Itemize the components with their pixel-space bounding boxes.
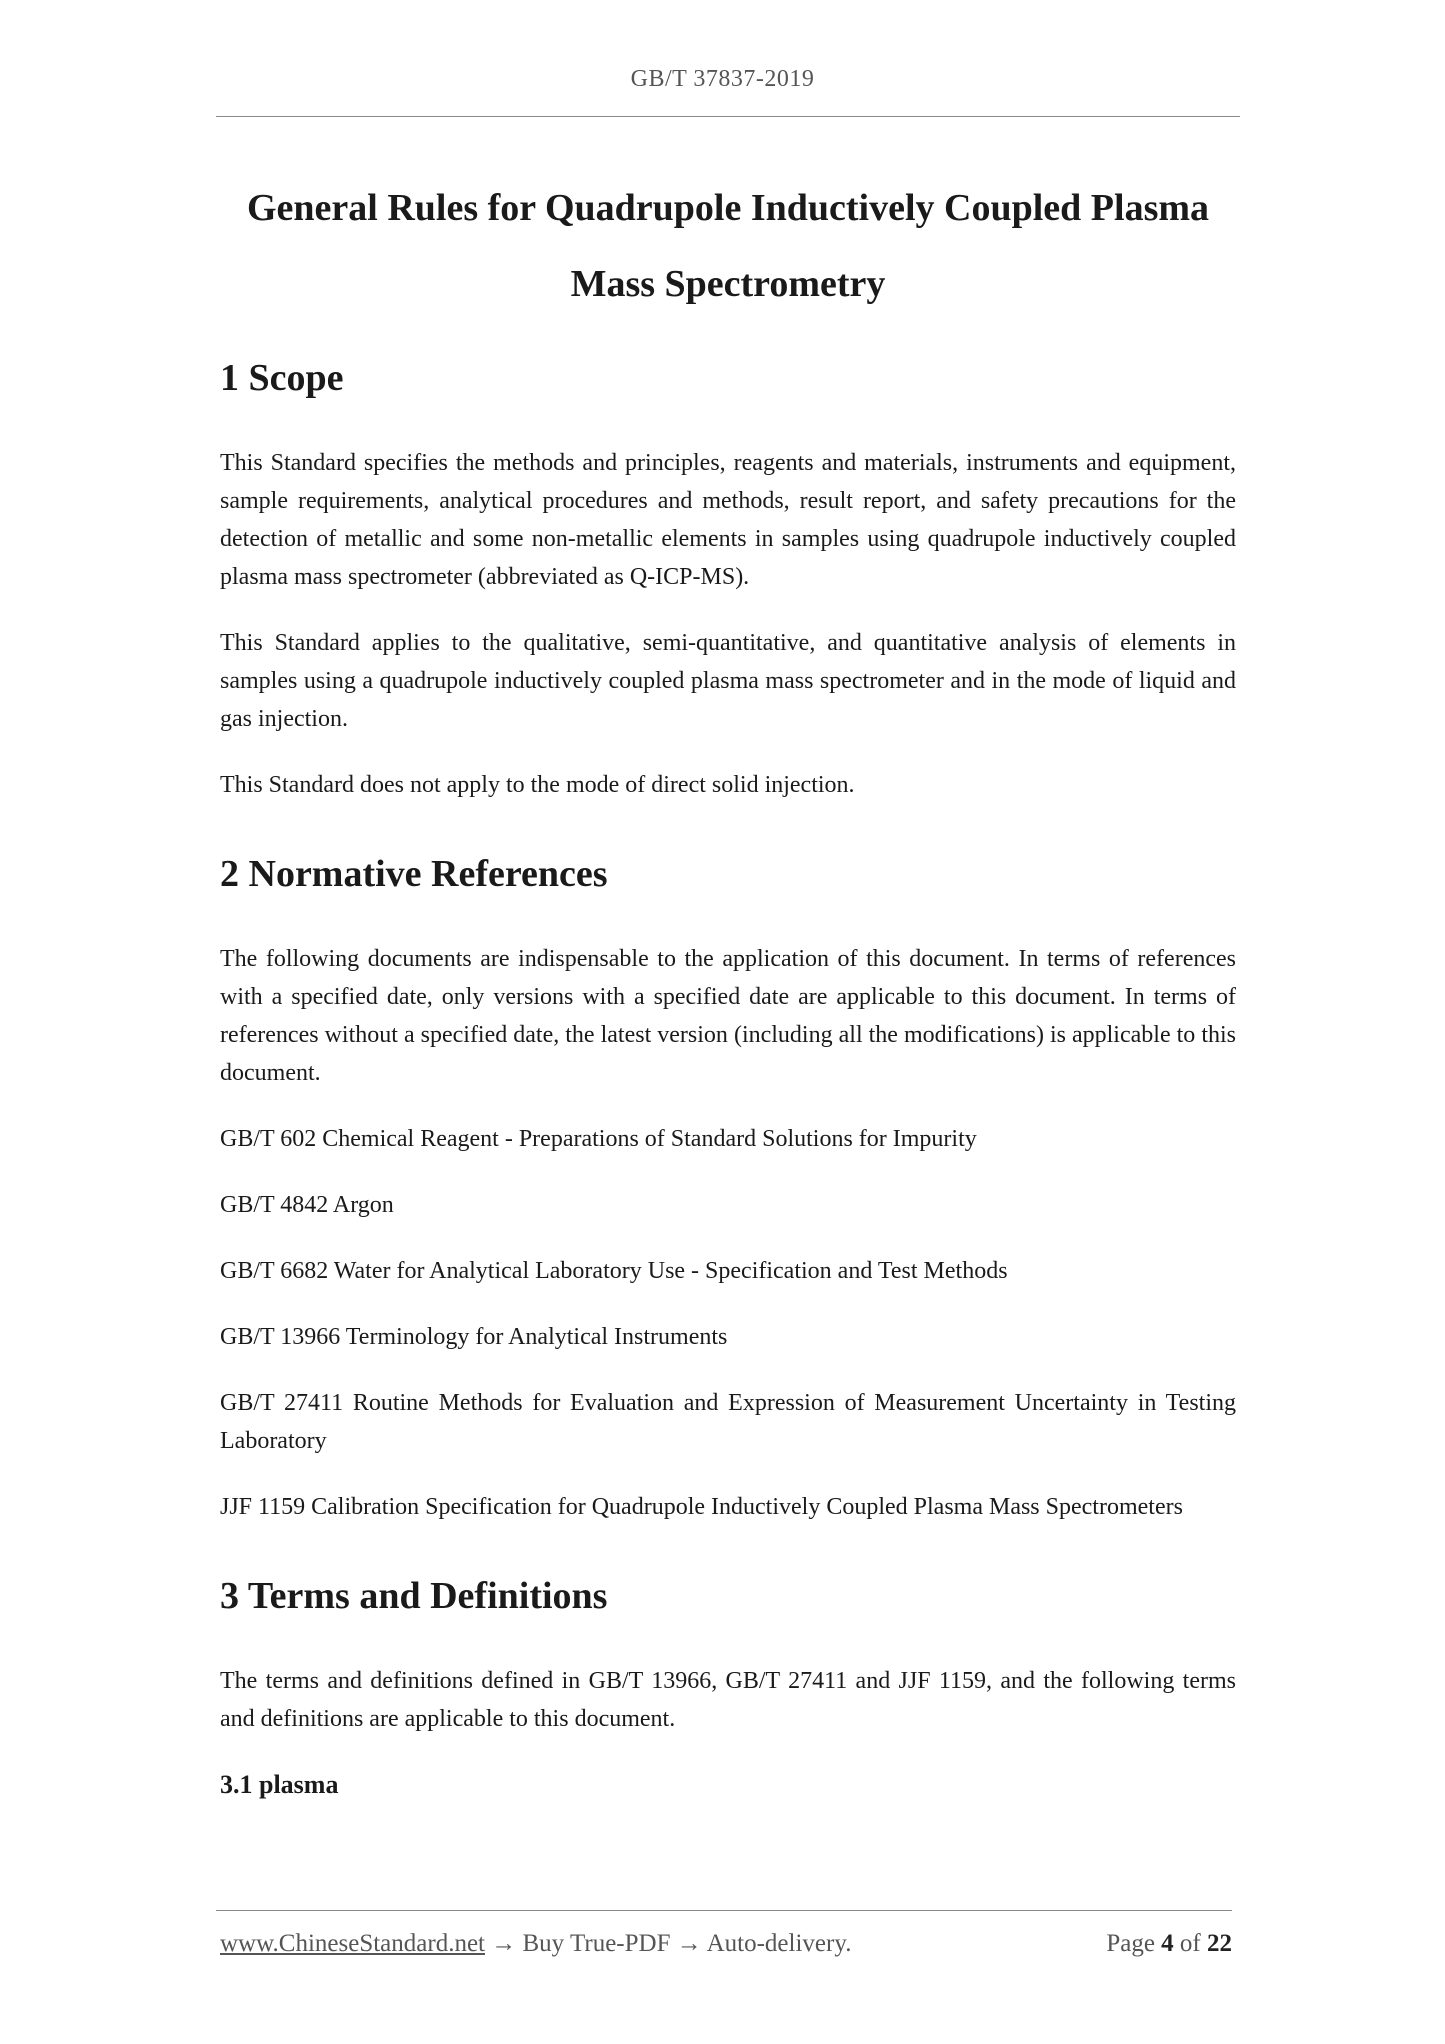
section-heading-terms: 3 Terms and Definitions bbox=[220, 1575, 608, 1617]
section-scope bbox=[220, 352, 1236, 804]
normative-intro-paragraph: The following documents are indispensable to the application of this document. In terms of references with a specified date, only versions with a specified date are applicable to this document. In terms of references without a specified date, the latest version (including all the modifications) is applicable to this document. bbox=[220, 946, 1236, 1086]
title-line-1: General Rules for Quadrupole Inductively Coupled Plasma bbox=[246, 187, 1210, 229]
terms-intro-paragraph: The terms and definitions defined in GB/T 13966, GB/T 27411 and JJF 1159, and the following terms and definitions are applicable to this document. bbox=[220, 1668, 1236, 1732]
reference-item: GB/T 13966 Terminology for Analytical Instruments bbox=[220, 1324, 728, 1350]
header-divider bbox=[216, 116, 1240, 117]
footer-left bbox=[220, 1930, 851, 1958]
title-line-2: Mass Spectrometry bbox=[570, 263, 886, 305]
page-footer bbox=[220, 1930, 1232, 1958]
reference-item: GB/T 27411 Routine Methods for Evaluation and Expression of Measurement Uncertainty in Testing Laboratory bbox=[220, 1390, 1236, 1454]
section-heading-scope: 1 Scope bbox=[220, 357, 344, 399]
scope-paragraph-3: This Standard does not apply to the mode of direct solid injection. bbox=[220, 772, 855, 798]
scope-paragraph-1: This Standard specifies the methods and principles, reagents and materials, instruments and equipment, sample requirements, analytical procedures and methods, result report, and safety precautions for the detection of metallic and some non-metallic elements in samples using quadrupole inductively coupled plasma mass spectrometer (abbreviated as Q-ICP-MS). bbox=[220, 450, 1236, 590]
footer-divider bbox=[216, 1910, 1232, 1911]
page-word: Page bbox=[1106, 1930, 1155, 1957]
document-body bbox=[220, 352, 1236, 1804]
reference-item: GB/T 6682 Water for Analytical Laboratory Use - Specification and Test Methods bbox=[220, 1258, 1008, 1284]
section-normative-references bbox=[220, 848, 1236, 1526]
of-word: of bbox=[1179, 1930, 1201, 1957]
reference-item: GB/T 4842 Argon bbox=[220, 1192, 394, 1218]
footer-purchase-text: → Buy True-PDF → Auto-delivery. bbox=[485, 1930, 852, 1957]
standard-code-header: GB/T 37837-2019 bbox=[630, 66, 815, 92]
scope-paragraph-2: This Standard applies to the qualitative, semi-quantitative, and quantitative analysis of elements in samples using a quadrupole inductively coupled plasma mass spectrometer and in the mode of liquid and gas injection. bbox=[220, 630, 1236, 732]
section-terms-and-definitions bbox=[220, 1570, 1236, 1804]
page-total: 22 bbox=[1207, 1930, 1232, 1957]
page-number: 4 bbox=[1161, 1930, 1174, 1957]
page-indicator bbox=[1106, 1930, 1232, 1958]
chinesestandard-link[interactable]: www.ChineseStandard.net bbox=[220, 1930, 485, 1957]
section-heading-normative-references: 2 Normative References bbox=[220, 853, 608, 895]
reference-item: GB/T 602 Chemical Reagent - Preparations of Standard Solutions for Impurity bbox=[220, 1126, 977, 1152]
document-title bbox=[216, 170, 1240, 322]
reference-item: JJF 1159 Calibration Specification for Quadrupole Inductively Coupled Plasma Mass Spectrometers bbox=[220, 1494, 1183, 1520]
subsection-heading-plasma: 3.1 plasma bbox=[220, 1770, 339, 1799]
